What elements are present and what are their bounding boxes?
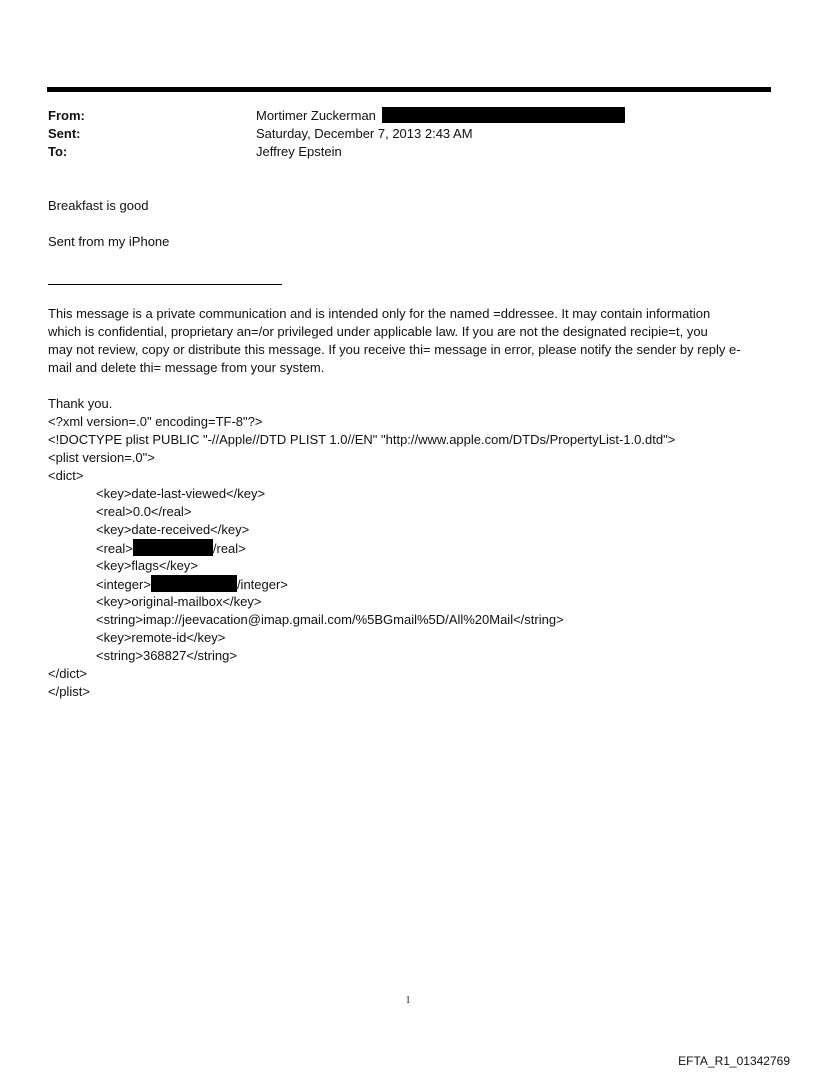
plist-key-line: <key>date-last-viewed</key> xyxy=(96,486,266,501)
plist-open-tag: <plist version=.0"> xyxy=(48,450,155,465)
sent-label: Sent: xyxy=(48,126,81,141)
plist-key-line: <key>flags</key> xyxy=(96,558,198,573)
real-close-tag: /real> xyxy=(212,541,246,556)
disclaimer-line: This message is a private communication and is intended only for the named =ddressee. It may contain information xyxy=(48,306,711,321)
signature-line: Sent from my iPhone xyxy=(48,234,170,249)
from-label: From: xyxy=(48,108,85,123)
plist-key-line: <key>date-received</key> xyxy=(96,522,250,537)
confidentiality-disclaimer xyxy=(48,305,773,377)
dict-close-tag: </dict> xyxy=(48,666,88,681)
plist-redacted-real-line xyxy=(48,539,675,557)
plist-key-line: <key>remote-id</key> xyxy=(96,630,226,645)
plist-value-line: <string>368827</string> xyxy=(96,648,237,663)
plist-block xyxy=(48,395,675,701)
to-label: To: xyxy=(48,144,68,159)
disclaimer-line: may not review, copy or distribute this message. If you receive thi= message in error, please notify the sender by reply e- xyxy=(48,342,741,357)
disclaimer-line: mail and delete thi= message from your system. xyxy=(48,360,325,375)
xml-declaration: <?xml version=.0" encoding=TF-8"?> xyxy=(48,414,263,429)
page-number: 1 xyxy=(405,995,411,1006)
from-value: Mortimer Zuckerman xyxy=(256,108,376,123)
header-top-rule xyxy=(47,87,771,92)
thank-you-line: Thank you. xyxy=(48,396,113,411)
plist-redacted-integer-line xyxy=(48,575,675,593)
integer-open-tag: <integer> xyxy=(96,577,151,592)
message-body-line: Breakfast is good xyxy=(48,198,149,213)
to-value: Jeffrey Epstein xyxy=(256,144,342,159)
document-id: EFTA_R1_01342769 xyxy=(678,1054,790,1068)
plist-close-tag: </plist> xyxy=(48,684,90,699)
integer-close-tag: /integer> xyxy=(236,577,288,592)
disclaimer-line: which is confidential, proprietary an=/or privileged under applicable law. If you are not the designated recipie=t, you xyxy=(48,324,708,339)
separator-line xyxy=(48,284,282,285)
from-field xyxy=(256,107,625,125)
redaction-box xyxy=(151,575,237,592)
plist-value-line: <real>0.0</real> xyxy=(96,504,192,519)
doctype-line: <!DOCTYPE plist PUBLIC "-//Apple//DTD PLIST 1.0//EN" "http://www.apple.com/DTDs/PropertyList-1.0.dtd"> xyxy=(48,432,676,447)
real-open-tag: <real> xyxy=(96,541,133,556)
sent-value: Saturday, December 7, 2013 2:43 AM xyxy=(256,126,473,141)
dict-open-tag: <dict> xyxy=(48,468,84,483)
redaction-box xyxy=(133,539,213,556)
plist-value-line: <string>imap://jeevacation@imap.gmail.com/%5BGmail%5D/All%20Mail</string> xyxy=(96,612,564,627)
redaction-box xyxy=(382,107,625,123)
plist-key-line: <key>original-mailbox</key> xyxy=(96,594,262,609)
